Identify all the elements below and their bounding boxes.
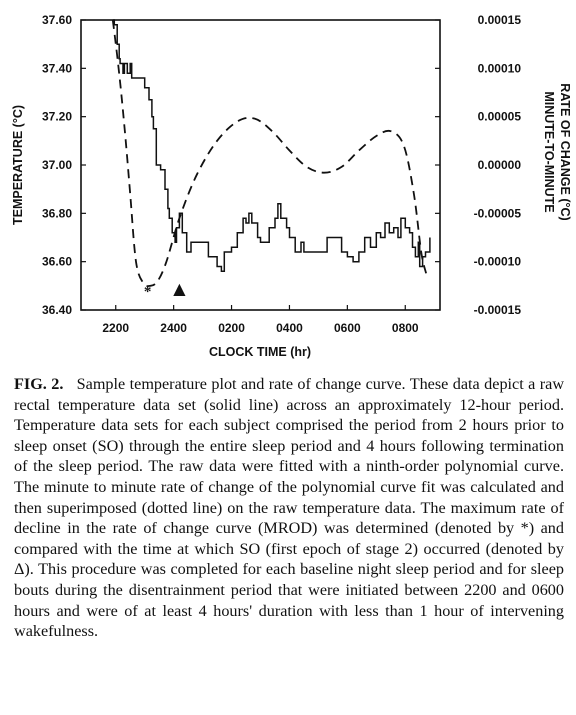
right-axis-title-line-2: RATE OF CHANGE (°C) [558,83,572,221]
y-tick-label: 37.00 [41,158,72,172]
y2-tick-label: 0.00005 [477,109,521,124]
y-tick-label: 37.20 [41,109,72,124]
x-tick-label: 0400 [276,321,303,335]
mrod-asterisk-marker: * [143,284,152,300]
y2-tick-label: 0.00000 [477,158,521,172]
x-tick-label: 0200 [218,321,245,335]
y2-tick-label: 0.00010 [477,61,521,76]
y-tick-label: 36.60 [41,254,72,269]
right-axis-title-line-1: MINUTE-TO-MINUTE [542,91,556,213]
figure-caption [14,374,564,642]
y2-tick-label: 0.00015 [477,13,521,27]
y-axis-title: TEMPERATURE (°C) [11,104,25,226]
x-tick-label: 0600 [334,321,361,335]
temperature-series-line [113,20,430,271]
caption-text: Sample temperature plot and rate of change curve. These data depict a raw rectal temperature data set (solid line) across an approximately 12-hour period. Temperature data sets for each subject comprised the period from 2 hours prior to sleep onset (SO) through the entire sleep period and 4 hours following termination of the sleep period. The raw data were fitted with a ninth-order polynomial curve. The minute to minute rate of change of the polynomial curve fit was calculated and then superimposed (dotted line) on the raw temperature data. The maximum rate of decline in the rate of change curve (MROD) was determined (denoted by *) and compared with the time at which SO (first epoch of stage 2) occurred (denoted by Δ). This procedure was completed for each baseline night sleep period and for sleep bouts during the disentrainment period that were initiated between 2200 and 0600 hours and were of at least 4 hours' duration with less than 1 hour of intervening wakefulness. [14,375,565,641]
y2-tick-label: -0.00010 [473,254,521,269]
rate-of-change-dashed-line [113,20,426,286]
sleep-onset-triangle-marker: ▲ [173,279,186,298]
x-tick-label: 2400 [160,321,187,335]
y-tick-label: 37.40 [41,61,72,76]
y-tick-label: 37.60 [41,13,72,27]
figure-label: FIG. 2. [14,375,64,393]
x-tick-label: 2200 [102,321,130,335]
y-tick-label: 36.40 [41,303,72,317]
y-tick-label: 36.80 [41,206,72,221]
y2-tick-label: -0.00005 [473,206,521,221]
x-tick-label: 0800 [391,321,419,335]
y2-tick-label: -0.00015 [473,303,521,317]
x-axis-title: CLOCK TIME (hr) [208,345,312,359]
plot-frame [81,20,440,310]
